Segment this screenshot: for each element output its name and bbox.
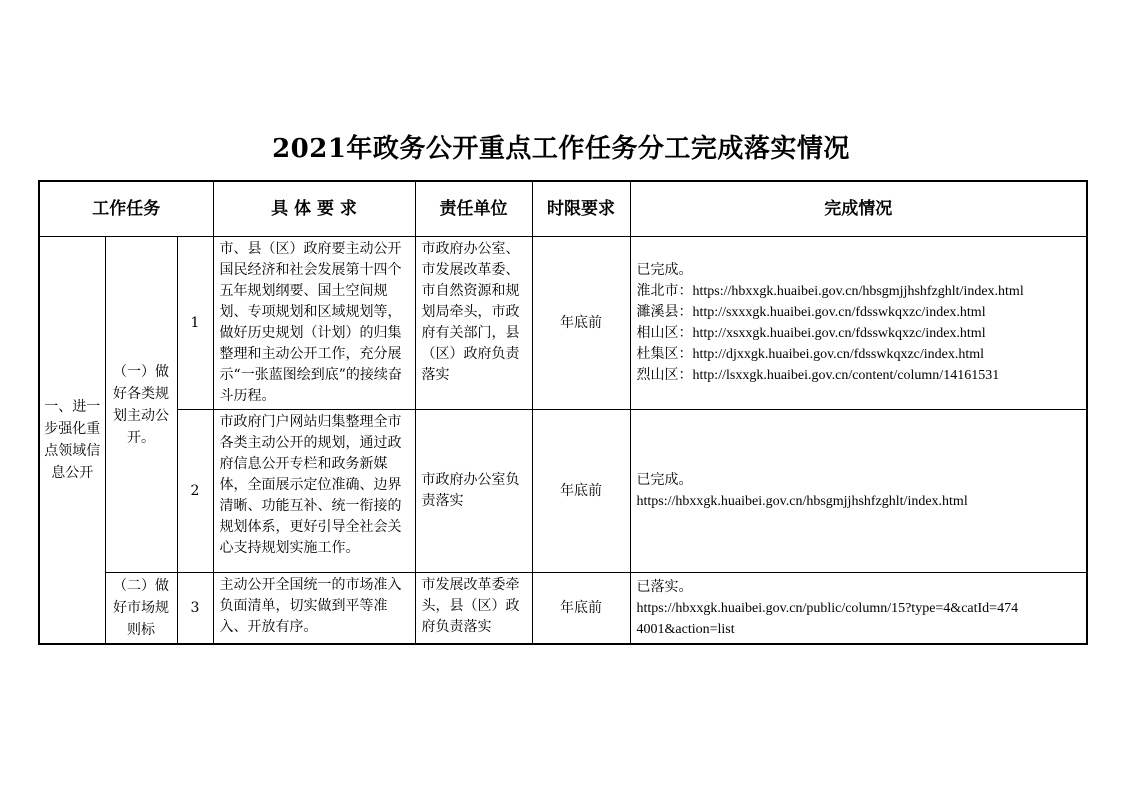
link-xiangshan[interactable]: 相山区：http://xsxxgk.huaibei.gov.cn/fdsswkqxzc/index.html xyxy=(636,326,986,341)
completion-cell xyxy=(630,237,1087,410)
subcategory-cell: （二）做好市场规则标 xyxy=(105,573,177,645)
completion-cell xyxy=(630,410,1087,573)
requirement-cell: 市、县（区）政府要主动公开国民经济和社会发展第十四个五年规划纲要、国土空间规划、专项规划和区域规划等，做好历史规划（计划）的归集整理和主动公开工作，充分展示“一张蓝图绘到底”的接续奋斗历程。 xyxy=(213,237,415,410)
status-text: 已完成。 xyxy=(636,473,693,488)
table-row xyxy=(39,237,1087,410)
table-row xyxy=(39,573,1087,645)
header-row xyxy=(39,181,1087,237)
link-huaibei[interactable]: 淮北市：https://hbxxgk.huaibei.gov.cn/hbsgmjjhshfzghlt/index.html xyxy=(636,284,1024,299)
status-text: 已完成。 xyxy=(636,263,693,278)
deadline-cell: 年底前 xyxy=(532,573,630,645)
subcategory-cell: （一）做好各类规划主动公开。 xyxy=(105,237,177,573)
document-title: 2021年政务公开重点工作任务分工完成落实情况 xyxy=(272,134,850,164)
row-number: 1 xyxy=(177,237,213,410)
unit-cell: 市政府办公室负责落实 xyxy=(415,410,532,573)
link-duji[interactable]: 杜集区：http://djxxgk.huaibei.gov.cn/fdsswkqxzc/index.html xyxy=(636,347,985,362)
header-task: 工作任务 xyxy=(39,181,213,237)
task-table xyxy=(38,180,1088,645)
category-cell: 一、进一步强化重点领域信息公开 xyxy=(39,237,105,645)
requirement-cell: 主动公开全国统一的市场准入负面清单，切实做到平等准入、开放有序。 xyxy=(213,573,415,645)
unit-cell: 市发展改革委牵头，县（区）政府负责落实 xyxy=(415,573,532,645)
deadline-cell: 年底前 xyxy=(532,237,630,410)
header-deadline: 时限要求 xyxy=(532,181,630,237)
link-suixi[interactable]: 濉溪县：http://sxxxgk.huaibei.gov.cn/fdsswkqxzc/index.html xyxy=(636,305,986,320)
requirement-cell: 市政府门户网站归集整理全市各类主动公开的规划，通过政府信息公开专栏和政务新媒体，全面展示定位准确、边界清晰、功能互补、统一衔接的规划体系，更好引导全社会关心支持规划实施工作。 xyxy=(213,410,415,573)
completion-cell xyxy=(630,573,1087,645)
row-number: 3 xyxy=(177,573,213,645)
header-requirement: 具 体 要 求 xyxy=(213,181,415,237)
link-market-list-cont[interactable]: 4001&action=list xyxy=(636,621,735,637)
link-plan-column[interactable]: https://hbxxgk.huaibei.gov.cn/hbsgmjjhshfzghlt/index.html xyxy=(636,494,968,509)
link-market-list[interactable]: https://hbxxgk.huaibei.gov.cn/public/column/15?type=4&catId=474 xyxy=(636,600,1019,616)
deadline-cell: 年底前 xyxy=(532,410,630,573)
table-row xyxy=(39,410,1087,573)
link-lieshan[interactable]: 烈山区：http://lsxxgk.huaibei.gov.cn/content/column/14161531 xyxy=(636,368,1000,383)
row-number: 2 xyxy=(177,410,213,573)
header-unit: 责任单位 xyxy=(415,181,532,237)
unit-cell: 市政府办公室、市发展改革委、市自然资源和规划局牵头，市政府有关部门，县（区）政府负责落实 xyxy=(415,237,532,410)
status-text: 已落实。 xyxy=(636,579,693,595)
header-completion: 完成情况 xyxy=(630,181,1087,237)
